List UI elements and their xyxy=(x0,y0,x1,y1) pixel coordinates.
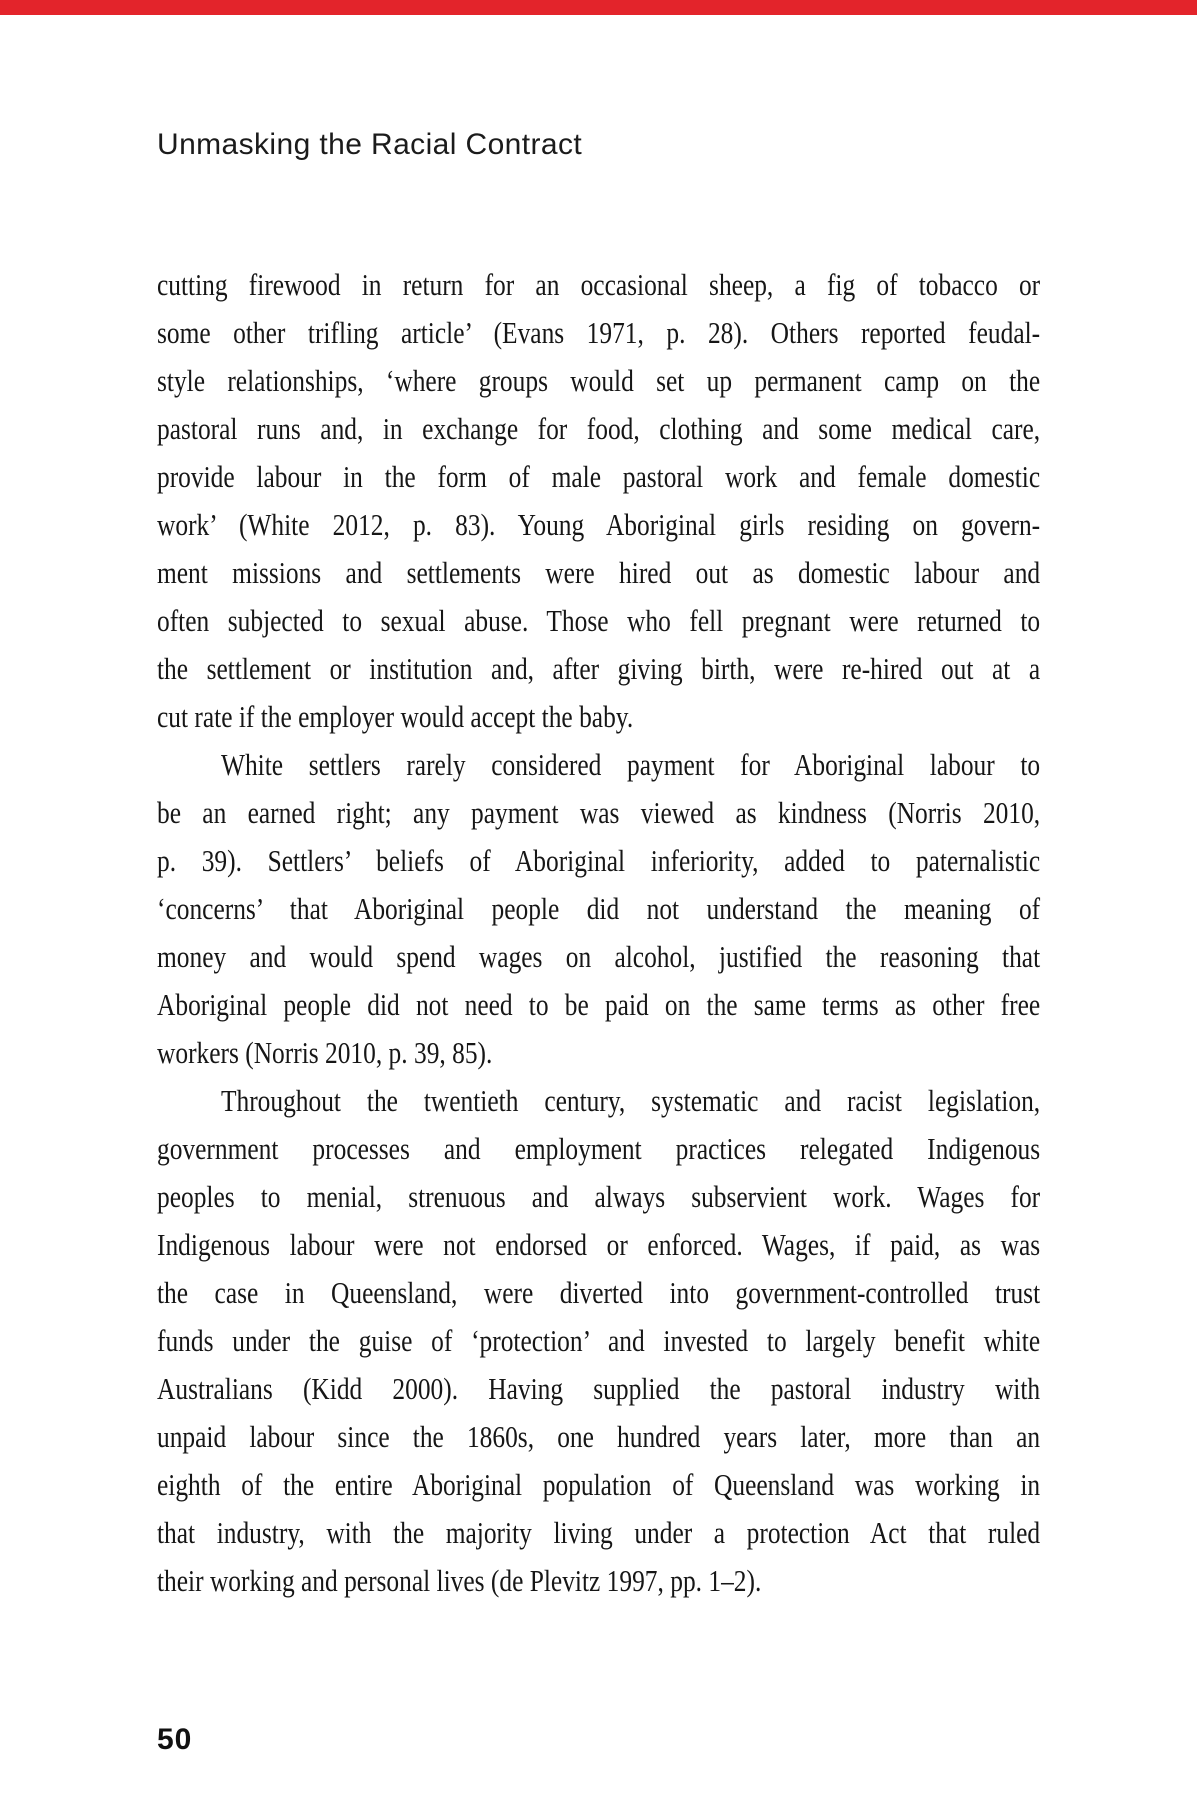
text-line: funds under the guise of ‘protection’ and invested to largely benefit white xyxy=(157,1323,1041,1358)
text-line: eighth of the entire Aboriginal population of Queensland was working in xyxy=(157,1467,1041,1502)
text-line: ‘concerns’ that Aboriginal people did not understand the meaning of xyxy=(157,891,1041,926)
text-line: their working and personal lives (de Plevitz 1997, pp. 1–2). xyxy=(157,1563,762,1598)
text-line: Throughout the twentieth century, systematic and racist legislation, xyxy=(220,1083,1041,1118)
text-line: government processes and employment practices relegated Indigenous xyxy=(157,1131,1041,1166)
text-line: workers (Norris 2010, p. 39, 85). xyxy=(157,1035,493,1070)
text-line: that industry, with the majority living under a protection Act that ruled xyxy=(157,1515,1041,1550)
text-line: the settlement or institution and, after giving birth, were re-hired out at a xyxy=(157,651,1041,686)
body-text-block xyxy=(157,261,1040,1605)
text-line: pastoral runs and, in exchange for food, clothing and some medical care, xyxy=(157,411,1041,446)
text-line: unpaid labour since the 1860s, one hundred years later, more than an xyxy=(157,1419,1041,1454)
running-header: Unmasking the Racial Contract xyxy=(157,128,583,161)
text-line: Aboriginal people did not need to be paid on the same terms as other free xyxy=(157,987,1041,1022)
text-line: style relationships, ‘where groups would set up permanent camp on the xyxy=(157,363,1041,398)
text-line: peoples to menial, strenuous and always subservient work. Wages for xyxy=(157,1179,1041,1214)
top-accent-bar xyxy=(0,0,1197,15)
page-number: 50 xyxy=(157,1723,193,1756)
text-line: be an earned right; any payment was viewed as kindness (Norris 2010, xyxy=(157,795,1041,830)
text-block-inner xyxy=(157,261,1040,1605)
text-line: p. 39). Settlers’ beliefs of Aboriginal inferiority, added to paternalistic xyxy=(157,843,1041,878)
text-line: work’ (White 2012, p. 83). Young Aboriginal girls residing on govern- xyxy=(157,507,1041,542)
text-line: money and would spend wages on alcohol, justified the reasoning that xyxy=(157,939,1041,974)
text-line: the case in Queensland, were diverted into government-controlled trust xyxy=(157,1275,1041,1310)
text-line: often subjected to sexual abuse. Those who fell pregnant were returned to xyxy=(157,603,1041,638)
text-line: some other trifling article’ (Evans 1971, p. 28). Others reported feudal- xyxy=(157,315,1041,350)
text-line: cutting firewood in return for an occasional sheep, a fig of tobacco or xyxy=(157,267,1041,302)
text-line: ment missions and settlements were hired out as domestic labour and xyxy=(157,555,1041,590)
text-line: Australians (Kidd 2000). Having supplied the pastoral industry with xyxy=(157,1371,1041,1406)
text-line: cut rate if the employer would accept the baby. xyxy=(157,699,634,734)
text-line: Indigenous labour were not endorsed or enforced. Wages, if paid, as was xyxy=(157,1227,1041,1262)
text-line: White settlers rarely considered payment for Aboriginal labour to xyxy=(220,747,1041,782)
text-line: provide labour in the form of male pastoral work and female domestic xyxy=(157,459,1041,494)
